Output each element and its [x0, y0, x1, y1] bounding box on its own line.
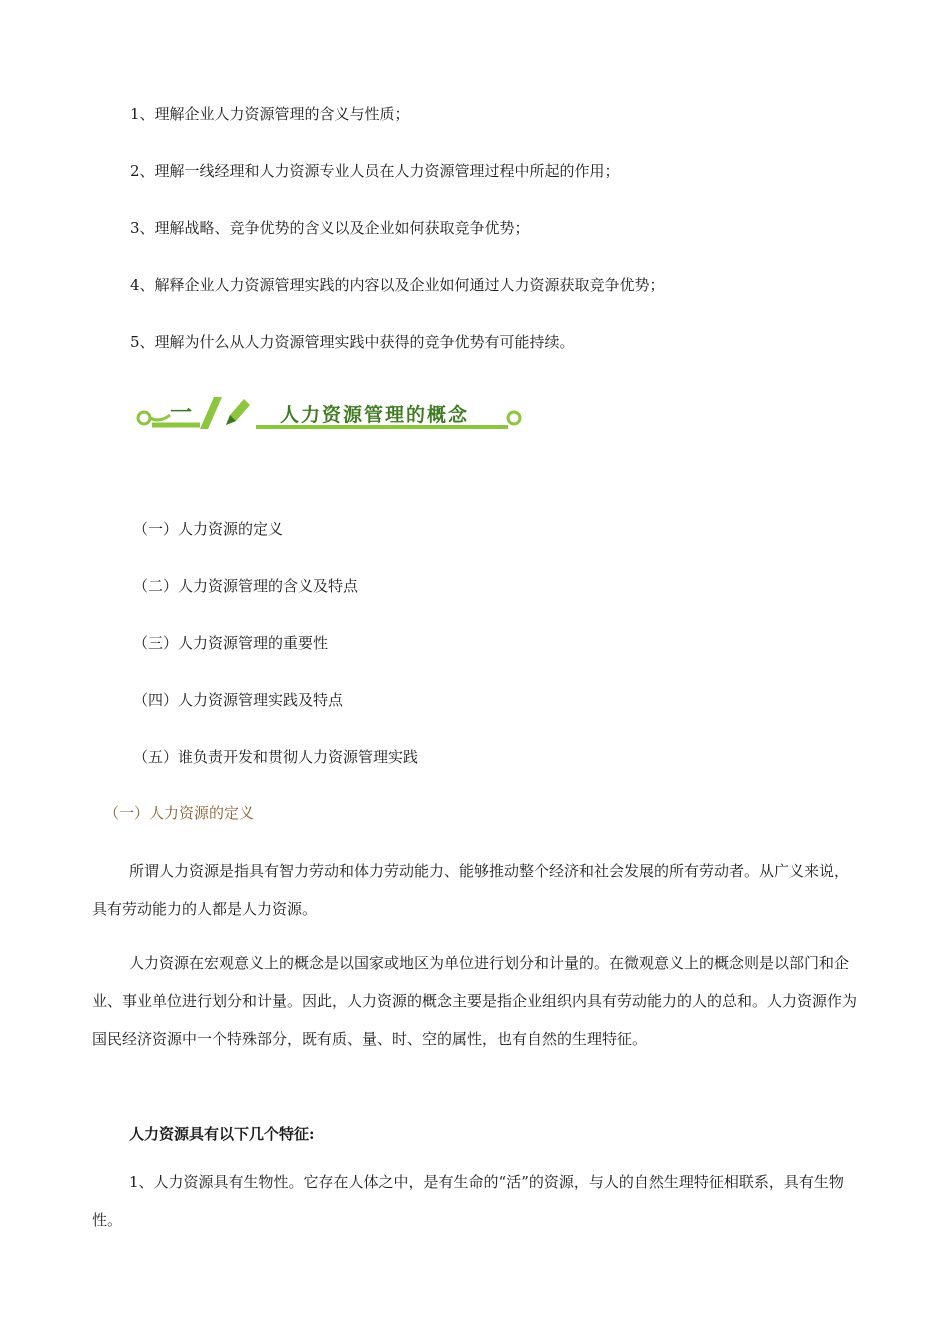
- objective-item: 1、理解企业人力资源管理的含义与性质；: [130, 105, 410, 123]
- subheading: （一）人力资源的定义: [104, 804, 255, 822]
- toc-item: （四）人力资源管理实践及特点: [133, 691, 344, 709]
- toc-item: （一）人力资源的定义: [133, 520, 284, 538]
- toc-item: （二）人力资源管理的含义及特点: [133, 577, 359, 595]
- toc-item: （五）谁负责开发和贯彻人力资源管理实践: [133, 748, 419, 766]
- swirl-icon: [508, 412, 520, 424]
- section-number: 一: [170, 401, 193, 426]
- body-paragraph: 人力资源在宏观意义上的概念是以国家或地区为单位进行划分和计量的。在微观意义上的概念则是以部门和企业、事业单位进行划分和计量。因此，人力资源的概念主要是指企业组织内具有劳动能力的人的总和。人力资源作为国民经济资源中一个特殊部分，既有质、量、时、空的属性，也有自然的生理特征。: [92, 954, 858, 1048]
- features-heading: 人力资源具有以下几个特征:: [129, 1125, 315, 1143]
- pencil-icon: [226, 399, 250, 425]
- objective-item: 5、理解为什么从人力资源管理实践中获得的竞争优势有可能持续。: [130, 333, 575, 351]
- swirl-icon: [138, 412, 150, 424]
- objective-item: 2、理解一线经理和人力资源专业人员在人力资源管理过程中所起的作用；: [130, 162, 620, 180]
- toc-item: （三）人力资源管理的重要性: [133, 634, 329, 652]
- section-title: 人力资源管理的概念: [280, 404, 470, 426]
- body-paragraph: 所谓人力资源是指具有智力劳动和体力劳动能力、能够推动整个经济和社会发展的所有劳动者。从广义来说，具有劳动能力的人都是人力资源。: [92, 862, 850, 918]
- feature-item: 1、人力资源具有生物性。它存在人体之中，是有生命的“活”的资源，与人的自然生理特征相联系，具有生物性。: [92, 1173, 844, 1229]
- objective-item: 3、理解战略、竞争优势的含义以及企业如何获取竞争优势；: [130, 219, 530, 237]
- objective-item: 4、解释企业人力资源管理实践的内容以及企业如何通过人力资源获取竞争优势；: [130, 276, 665, 294]
